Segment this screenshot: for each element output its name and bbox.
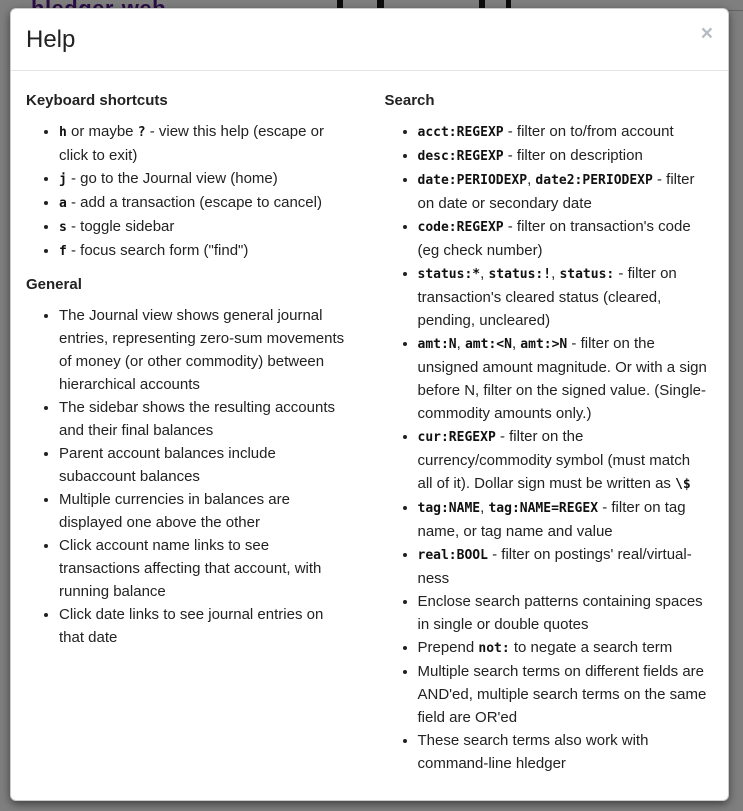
help-item: • code:REGEXP - filter on transaction's code (eg check number) (418, 215, 709, 262)
help-section (385, 89, 709, 775)
code-token: s (59, 220, 67, 235)
help-item: • The sidebar shows the resulting accounts and their final balances (59, 396, 350, 442)
help-item: • Prepend not: to negate a search term (418, 636, 709, 660)
help-list (26, 120, 350, 263)
code-token: amt:N (417, 337, 457, 352)
close-icon[interactable]: × (700, 22, 713, 45)
code-token: status:* (417, 267, 481, 282)
help-item: • a - add a transaction (escape to cancel) (59, 191, 350, 215)
code-token: tag:NAME=REGEX (488, 501, 599, 516)
code-token: \$ (675, 477, 691, 492)
help-right-column (370, 86, 729, 785)
help-item: • Multiple currencies in balances are displayed one above the other (59, 488, 350, 534)
help-item: • amt:N, amt:<N, amt:>N - filter on the unsigned amount magnitude. Or with a sign before N, filter on the signed value. (Single-commodity amounts only.) (418, 332, 709, 425)
help-item: • s - toggle sidebar (59, 215, 350, 239)
help-list (385, 120, 709, 775)
help-item: • h or maybe ? - view this help (escape or click to exit) (59, 120, 350, 167)
code-token: tag:NAME (417, 501, 481, 516)
help-item: • Click date links to see journal entries on that date (59, 603, 350, 649)
help-item: • cur:REGEXP - filter on the currency/commodity symbol (must match all of it). Dollar sign must be written as \$ (418, 425, 709, 496)
code-token: a (59, 196, 67, 211)
section-heading: General (26, 276, 82, 293)
help-section (26, 273, 350, 649)
help-item: • The Journal view shows general journal entries, representing zero-sum movements of money (or other commodity) between hierarchical accounts (59, 304, 350, 396)
modal-body (11, 71, 728, 800)
help-item: • j - go to the Journal view (home) (59, 167, 350, 191)
help-item: • These search terms also work with command-line hledger (418, 729, 709, 775)
help-item: • acct:REGEXP - filter on to/from account (418, 120, 709, 144)
code-token: date2:PERIODEXP (535, 173, 653, 188)
code-token: ? (137, 125, 146, 140)
code-token: real:BOOL (417, 548, 488, 563)
help-item: • date:PERIODEXP, date2:PERIODEXP - filter on date or secondary date (418, 168, 709, 215)
help-item: • Multiple search terms on different fields are AND'ed, multiple search terms on the same field are OR'ed (418, 660, 709, 729)
code-token: acct:REGEXP (417, 125, 504, 140)
code-token: amt:>N (520, 337, 568, 352)
code-token: f (59, 244, 67, 259)
section-heading: Keyboard shortcuts (26, 92, 168, 109)
help-left-column (11, 86, 370, 785)
code-token: cur:REGEXP (417, 430, 496, 445)
code-token: status: (559, 267, 615, 282)
code-token: code:REGEXP (417, 220, 504, 235)
code-token: status:! (488, 267, 552, 282)
help-item: • Click account name links to see transactions affecting that account, with running balance (59, 534, 350, 603)
code-token: date:PERIODEXP (417, 173, 528, 188)
help-section (26, 89, 350, 263)
code-token: not: (478, 641, 510, 656)
code-token: desc:REGEXP (417, 149, 504, 164)
help-item: • status:*, status:!, status: - filter on transaction's cleared status (cleared, pending, uncleared) (418, 262, 709, 332)
help-item: • desc:REGEXP - filter on description (418, 144, 709, 168)
code-token: amt:<N (464, 337, 512, 352)
help-item: • Parent account balances include subaccount balances (59, 442, 350, 488)
code-token: h (59, 125, 67, 140)
help-item: • Enclose search patterns containing spaces in single or double quotes (418, 590, 709, 636)
help-modal (10, 8, 729, 801)
modal-title: Help (26, 26, 76, 53)
section-heading: Search (384, 92, 435, 109)
help-item: • tag:NAME, tag:NAME=REGEX - filter on tag name, or tag name and value (418, 496, 709, 543)
modal-header (11, 9, 728, 71)
help-list (26, 304, 350, 649)
code-token: j (59, 172, 67, 187)
help-item: • real:BOOL - filter on postings' real/virtual-ness (418, 543, 709, 590)
help-item: • f - focus search form ("find") (59, 239, 350, 263)
